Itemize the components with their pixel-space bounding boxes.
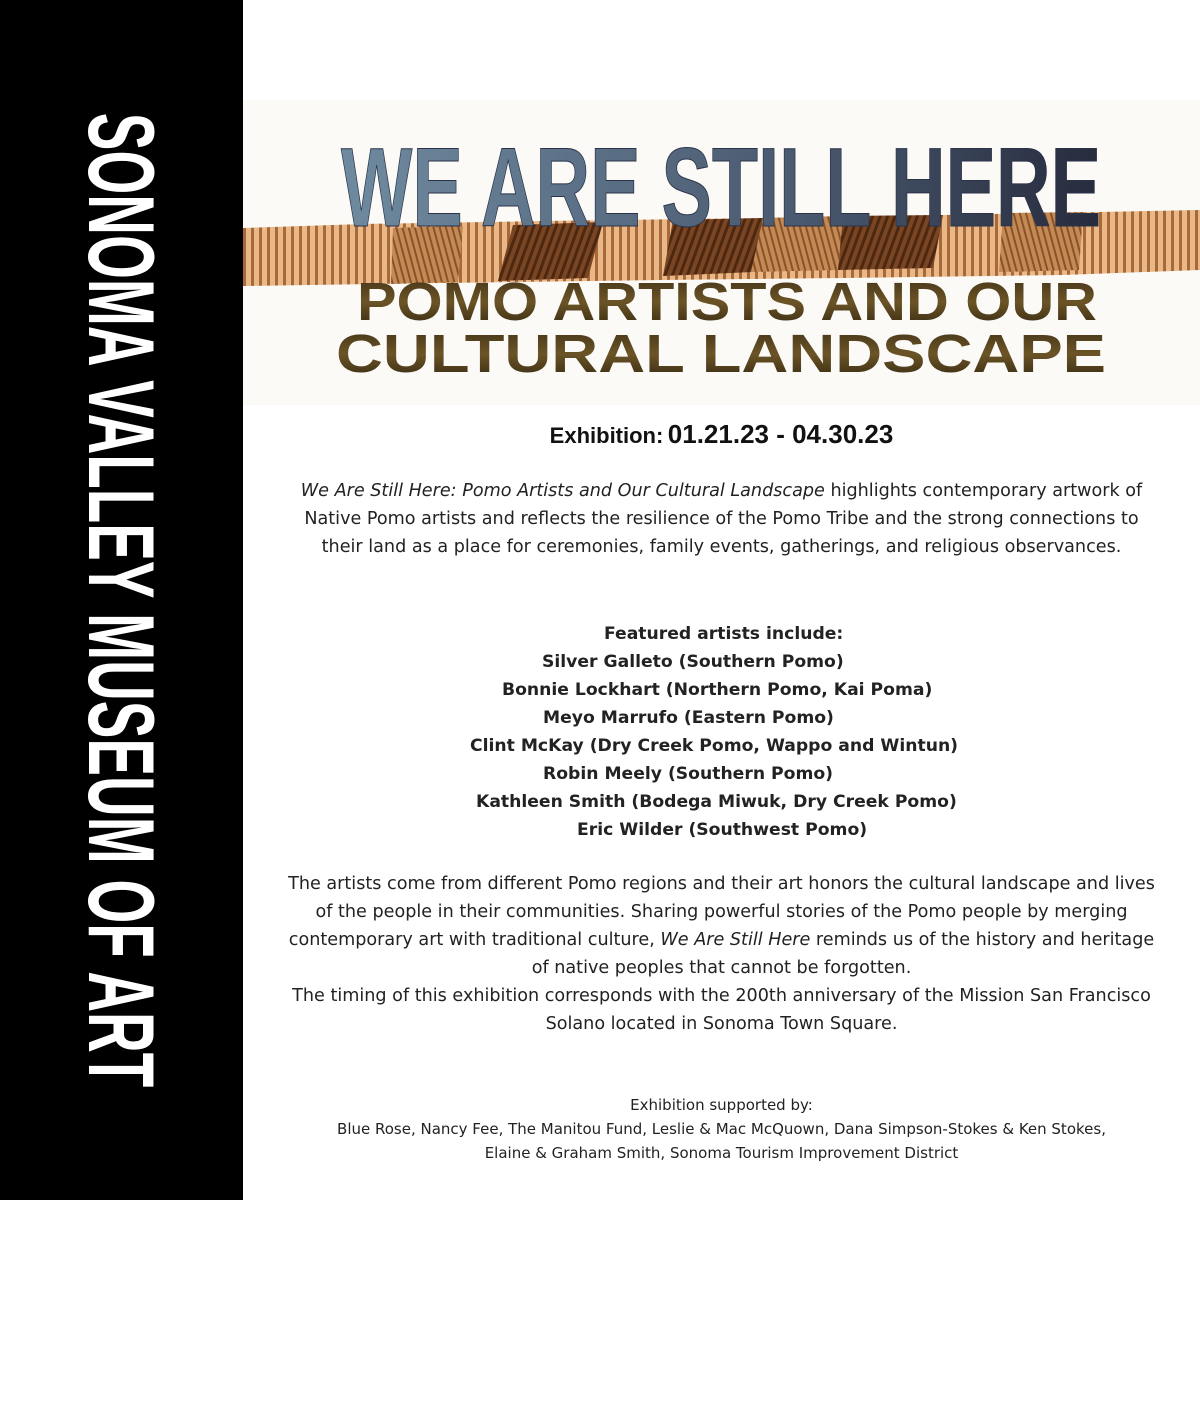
artist-item: Silver Galleto (Southern Pomo) — [542, 652, 844, 672]
artist-item: Bonnie Lockhart (Northern Pomo, Kai Poma) — [502, 680, 933, 700]
outro-text-1: The artists come from different Pomo regions and their art honors the cultural landscape and lives of the people in their communities. Sharing powerful stories of the Pomo people by merging contemporary art with traditional culture, — [288, 874, 1155, 950]
exhibition-label: Exhibition: — [549, 423, 664, 448]
banner-subtitle-line1: POMO ARTISTS AND OUR — [357, 272, 1097, 332]
intro-paragraph — [243, 477, 1200, 561]
exhibition-banner — [243, 100, 1200, 405]
intro-text: highlights contemporary artwork of Native Pomo artists and reflects the resilience of the Pomo Tribe and the strong connections to their land as a place for ceremonies, family events, gatherings, and religious observances. — [304, 481, 1143, 557]
exhibition-dates — [243, 419, 1200, 450]
artist-item: Robin Meely (Southern Pomo) — [543, 764, 834, 784]
banner-subtitle-line2: CULTURAL LANDSCAPE — [336, 324, 1106, 384]
outro-text-2: reminds us of the history and heritage of native peoples that cannot be forgotten. — [531, 930, 1155, 978]
outro-text-3: The timing of this exhibition corresponds with the 200th anniversary of the Mission San Francisco Solano located in Sonoma Town Square. — [292, 986, 1151, 1034]
exhibition-title-italic: We Are Still Here: Pomo Artists and Our Cultural Landscape — [300, 481, 825, 501]
artist-item: Kathleen Smith (Bodega Miwuk, Dry Creek Pomo) — [476, 792, 957, 812]
supporters-line-1: Blue Rose, Nancy Fee, The Manitou Fund, Leslie & Mac McQuown, Dana Simpson-Stokes & Ken Stokes, — [337, 1120, 1106, 1138]
museum-name: SONOMA VALLEY MUSEUM OF ART — [69, 112, 174, 1088]
outro-title-italic: We Are Still Here — [660, 930, 811, 950]
outro-paragraph — [243, 870, 1200, 1038]
banner-title: WE ARE STILL HERE — [341, 125, 1101, 250]
supporters — [243, 1093, 1200, 1165]
supporters-heading: Exhibition supported by: — [630, 1096, 813, 1114]
artist-item: Meyo Marrufo (Eastern Pomo) — [543, 708, 834, 728]
banner-graphic — [243, 100, 1200, 405]
sidebar — [0, 0, 243, 1200]
exhibition-date-range: 01.21.23 - 04.30.23 — [667, 419, 894, 449]
supporters-line-2: Elaine & Graham Smith, Sonoma Tourism Improvement District — [484, 1144, 959, 1162]
artist-item: Eric Wilder (Southwest Pomo) — [577, 820, 868, 840]
featured-artists — [243, 620, 1200, 844]
artist-item: Clint McKay (Dry Creek Pomo, Wappo and Wintun) — [470, 736, 959, 756]
artists-heading: Featured artists include: — [604, 624, 844, 644]
